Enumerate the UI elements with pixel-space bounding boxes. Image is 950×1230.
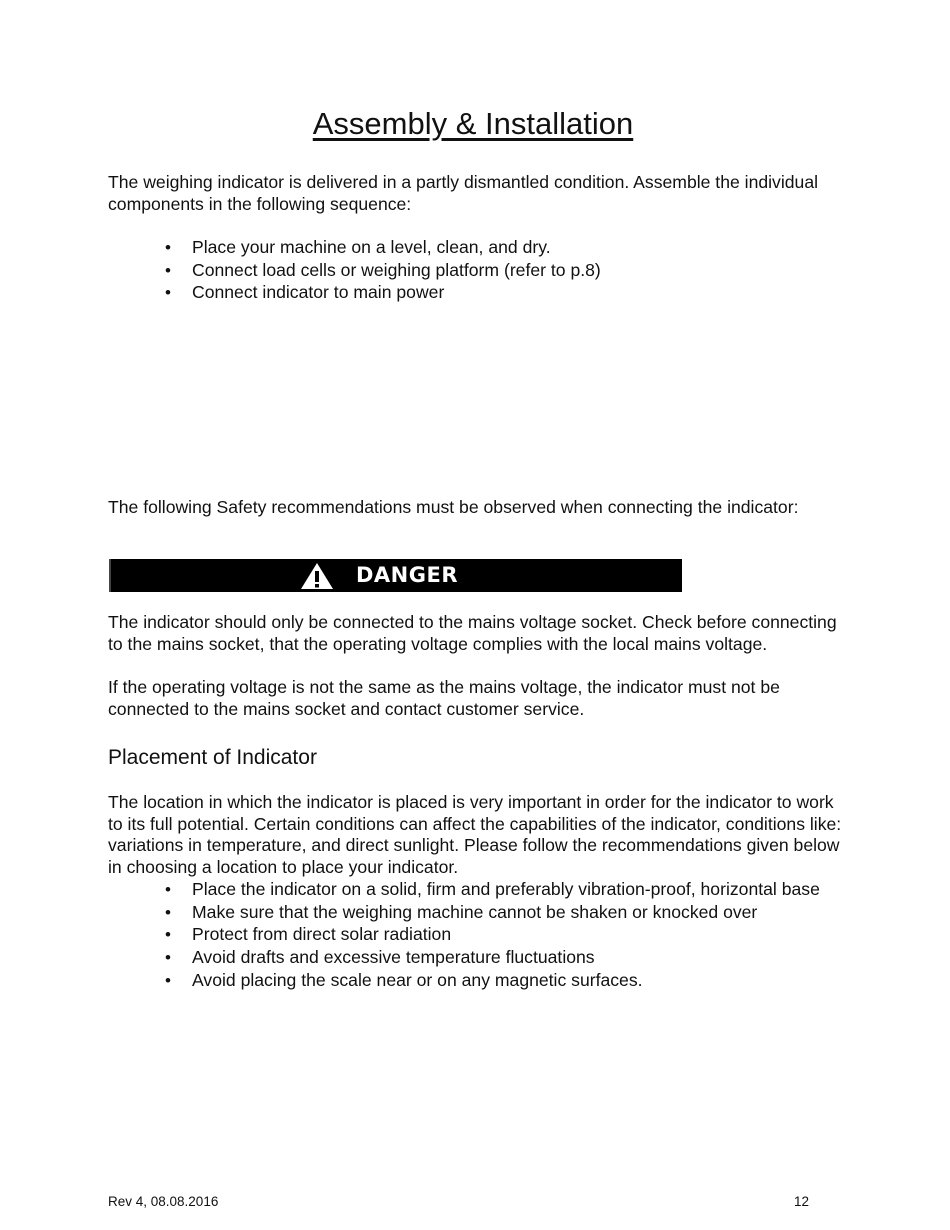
- assembly-steps-list: [164, 237, 844, 305]
- danger-banner: [109, 559, 682, 592]
- list-item-text: Avoid placing the scale near or on any magnetic surfaces.: [192, 969, 643, 990]
- list-item-text: Connect indicator to main power: [192, 282, 445, 303]
- list-item: [164, 902, 824, 924]
- footer-page-number: 12: [794, 1194, 810, 1209]
- list-item: [164, 260, 844, 282]
- bullet-icon: •: [165, 925, 171, 945]
- list-item-text: Connect load cells or weighing platform (refer to p.8): [192, 259, 601, 280]
- page-title: Assembly & Installation: [312, 106, 634, 141]
- danger-label: DANGER: [356, 563, 459, 587]
- danger-paragraph-2: If the operating voltage is not the same as the mains voltage, the indicator must not be connected to the mains socket and contact customer service.: [108, 677, 780, 719]
- list-item-text: Protect from direct solar radiation: [192, 924, 452, 945]
- list-item: [164, 970, 824, 992]
- footer-revision: Rev 4, 08.08.2016: [108, 1194, 219, 1209]
- danger-paragraph: The indicator should only be connected to the mains voltage socket. Check before connecting to the mains socket, that the operating voltage complies with the local mains voltage.: [108, 612, 837, 654]
- bullet-icon: •: [165, 238, 171, 257]
- list-item: [164, 237, 844, 259]
- bullet-icon: •: [165, 260, 171, 280]
- list-item-text: Place your machine on a level, clean, and dry.: [192, 237, 551, 257]
- intro-paragraph: The weighing indicator is delivered in a partly dismantled condition. Assemble the individual components in the following sequence:: [108, 172, 819, 214]
- bullet-icon: •: [165, 970, 171, 990]
- list-item-text: Avoid drafts and excessive temperature fluctuations: [192, 947, 595, 968]
- placement-steps-list: [164, 879, 824, 992]
- bullet-icon: •: [165, 948, 171, 968]
- warning-triangle-icon: [300, 562, 334, 590]
- list-item: [164, 924, 824, 946]
- placement-heading: Placement of Indicator: [108, 746, 317, 769]
- safety-intro-paragraph: The following Safety recommendations must be observed when connecting the indicator:: [108, 497, 799, 517]
- placement-intro-paragraph: The location in which the indicator is placed is very important in order for the indicator to work to its full potential. Certain conditions can affect the capabilities of the indicator, conditions like: variations in temperature, and direct sunlight. Please follow the recommendations given below in choosing a location to place your indicator.: [108, 792, 842, 877]
- list-item: [164, 879, 824, 901]
- list-item-text: Place the indicator on a solid, firm and preferably vibration-proof, horizontal base: [192, 879, 820, 899]
- list-item: [164, 282, 844, 304]
- bullet-icon: •: [165, 283, 171, 303]
- bullet-icon: •: [165, 902, 171, 922]
- list-item: [164, 947, 824, 969]
- bullet-icon: •: [165, 880, 171, 899]
- list-item-text: Make sure that the weighing machine cannot be shaken or knocked over: [192, 901, 758, 922]
